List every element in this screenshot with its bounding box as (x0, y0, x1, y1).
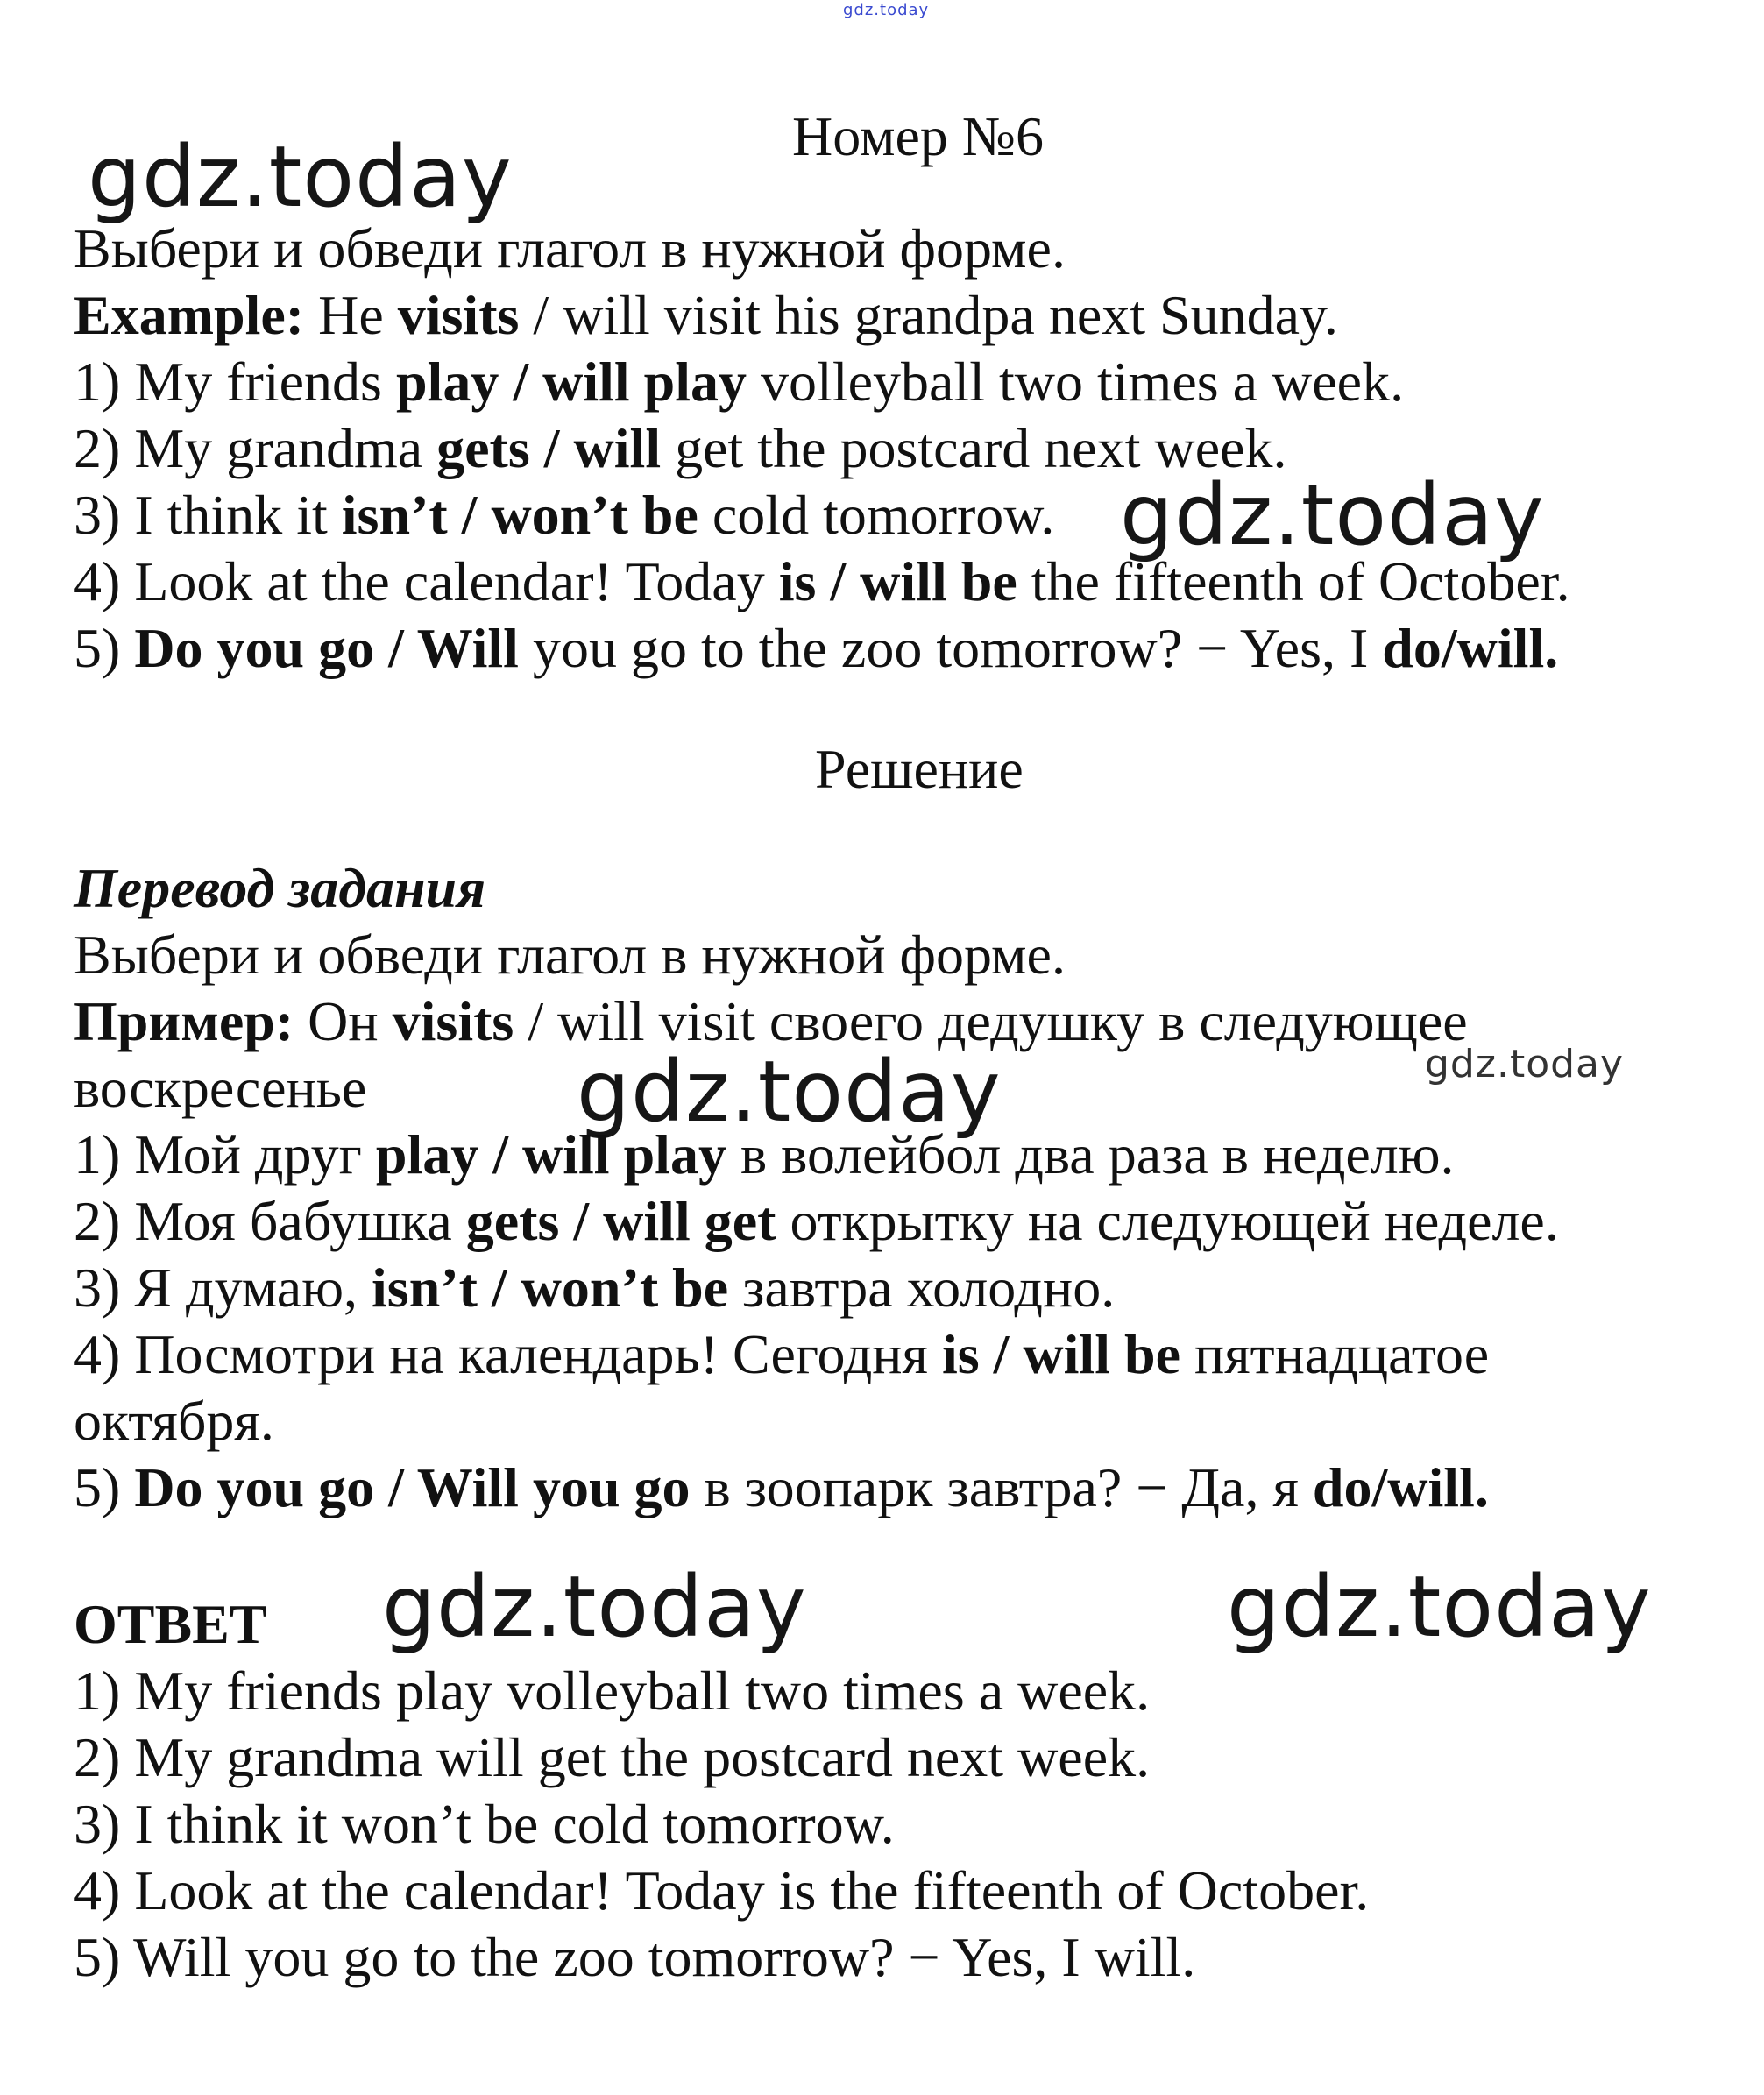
translation-example-label: Пример: (74, 990, 294, 1052)
task-item-text: you go to the zoo tomorrow? − Yes, I (518, 617, 1383, 679)
example-text-2: / will visit his grandpa next Sunday. (519, 284, 1338, 346)
task-item-bold: isn’t / won’t be (341, 484, 698, 546)
translation-item-4-line2: октября. (74, 1390, 274, 1452)
solution-heading: Решение (815, 738, 1024, 800)
task-item-text: the fifteenth of October. (1017, 550, 1570, 612)
task-item-text: 5) (74, 617, 135, 679)
task-item-text: volleyball two times a week. (747, 350, 1405, 413)
translation-item-5 (74, 1454, 1489, 1521)
task-item-bold: do/will. (1382, 617, 1559, 679)
translation-item-text: в волейбол два раза в неделю. (726, 1123, 1455, 1186)
translation-item-text: в зоопарк завтра? − Да, я (690, 1456, 1313, 1518)
task-item-5 (74, 615, 1558, 682)
translation-item-bold: Do you go / Will you go (134, 1456, 691, 1518)
translation-item-2 (74, 1188, 1559, 1255)
translation-instruction: Выбери и обведи глагол в нужной форме. (74, 924, 1066, 986)
translation-item-text: открытку на следующей неделе. (776, 1190, 1559, 1252)
example-text-1: He (304, 284, 398, 346)
task-instruction: Выбери и обведи глагол в нужной форме. (74, 217, 1066, 280)
task-item-4 (74, 549, 1570, 615)
translation-example-text: Он (294, 990, 393, 1052)
translation-item-4 (74, 1321, 1489, 1388)
answer-heading: ОТВЕТ (74, 1593, 267, 1655)
answer-item-4: 4) Look at the calendar! Today is the fifteenth of October. (74, 1859, 1370, 1922)
translation-item-text: 2) Моя бабушка (74, 1190, 466, 1252)
answer-item-1: 1) My friends play volleyball two times a week. (74, 1660, 1151, 1722)
task-item-3 (74, 482, 1054, 549)
translation-item-bold: isn’t / won’t be (372, 1256, 729, 1319)
task-item-text: 1) My friends (74, 350, 396, 413)
watermark-5: gdz.today (382, 1558, 807, 1656)
top-watermark: gdz.today (843, 1, 930, 19)
translation-item-bold: play / will play (375, 1123, 726, 1186)
watermark-3: gdz.today (577, 1043, 1002, 1141)
translation-item-text: 5) (74, 1456, 135, 1518)
task-item-bold: is / will be (778, 550, 1017, 612)
answer-item-5: 5) Will you go to the zoo tomorrow? − Yes, I will. (74, 1926, 1196, 1988)
translation-item-bold: is / will be (941, 1323, 1180, 1385)
translation-item-3 (74, 1255, 1115, 1321)
translation-example-text: / will visit своего дедушку в следующее (514, 990, 1468, 1052)
task-item-bold: Do you go / Will (134, 617, 519, 679)
translation-item-text: 4) Посмотри на календарь! Сегодня (74, 1323, 942, 1385)
task-item-bold: play / will play (395, 350, 747, 413)
translation-example-bold: visits (392, 990, 514, 1052)
task-item-text: 2) My grandma (74, 417, 437, 479)
translation-item-1 (74, 1122, 1455, 1188)
translation-item-bold: gets / will get (465, 1190, 776, 1252)
translation-item-text: завтра холодно. (728, 1256, 1116, 1319)
translation-item-text: 3) Я думаю, (74, 1256, 372, 1319)
task-example (74, 282, 1338, 349)
translation-item-bold: do/will. (1312, 1456, 1489, 1518)
watermark-1: gdz.today (88, 128, 513, 226)
task-item-text: cold tomorrow. (698, 484, 1055, 546)
task-item-text: 3) I think it (74, 484, 342, 546)
task-item-2 (74, 415, 1287, 482)
task-item-bold: gets / will (436, 417, 662, 479)
page-title: Номер №6 (792, 105, 1044, 167)
watermark-2: gdz.today (1120, 466, 1545, 564)
translation-heading: Перевод задания (74, 857, 486, 919)
example-bold-1: visits (397, 284, 520, 346)
answer-item-2: 2) My grandma will get the postcard next week. (74, 1726, 1151, 1788)
watermark-4: gdz.today (1425, 1042, 1625, 1086)
answer-item-3: 3) I think it won’t be cold tomorrow. (74, 1793, 895, 1855)
task-item-1 (74, 349, 1404, 415)
task-item-text: get the postcard next week. (661, 417, 1287, 479)
translation-item-text: пятнадцатое (1180, 1323, 1490, 1385)
task-item-text: 4) Look at the calendar! Today (74, 550, 779, 612)
example-label: Example: (74, 284, 305, 346)
translation-example-line2: воскресенье (74, 1057, 367, 1119)
watermark-6: gdz.today (1227, 1558, 1652, 1656)
translation-item-text: 1) Мой друг (74, 1123, 376, 1186)
